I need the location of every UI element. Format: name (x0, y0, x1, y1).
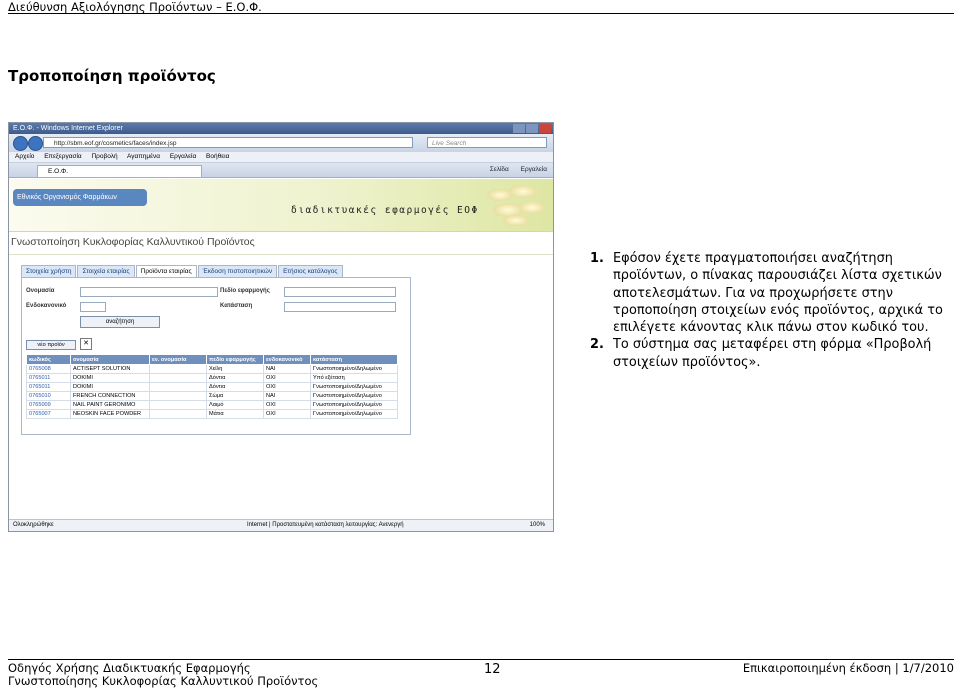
product-code-link: 0765010 (27, 392, 71, 401)
endocrine-label: Ενδοκανονικό (26, 303, 67, 309)
status-label: Κατάσταση (220, 303, 253, 309)
excel-icon: ✕ (80, 338, 92, 350)
cell-name: NAIL PAINT GERONIMO (71, 401, 150, 410)
step-number: 1. (590, 251, 604, 266)
menu-view: Προβολή (91, 153, 118, 160)
menu-favorites: Αγαπημένα (127, 153, 161, 160)
browser-statusbar (9, 519, 553, 531)
browser-menu (9, 152, 553, 163)
banner-org: Εθνικός Οργανισμός Φαρμάκων (13, 189, 147, 206)
cell-name: ACTISEPT SOLUTION (71, 365, 150, 374)
cell-status: Γνωστοποιημένο/Δηλωμένο (311, 410, 398, 419)
browser-titlebar (9, 123, 553, 134)
app-tabs (21, 265, 344, 277)
col-code: κωδικός (27, 355, 71, 365)
menu-help: Βοήθεια (206, 153, 230, 160)
col-application: πεδίο εφαρμογής (207, 355, 264, 365)
page-number: 12 (484, 662, 501, 677)
address-field: http://sbm.eof.gr/cosmetics/faces/index.jsp (43, 137, 413, 148)
table-row (27, 365, 398, 374)
tools-menu: Εργαλεία (520, 166, 547, 173)
header-rule (8, 13, 954, 14)
cell-status: Γνωστοποιημένο/Δηλωμένο (311, 401, 398, 410)
step-text: Το σύστημα σας μεταφέρει στη φόρμα «Προβολή στοιχείων προϊόντος». (613, 337, 932, 370)
live-search-field: Live Search (427, 137, 547, 148)
footer-guide-subtitle: Γνωστοποίησης Κυκλοφορίας Καλλυντικού Προϊόντος (8, 674, 319, 688)
cell-other-name (150, 383, 207, 392)
cell-endocrine: ΟΧΙ (264, 383, 311, 392)
running-header: Διεύθυνση Αξιολόγησης Προϊόντων – Ε.Ο.Φ. (8, 0, 262, 14)
maximize-icon (526, 124, 538, 133)
cell-endocrine: ΝΑΙ (264, 365, 311, 374)
footer-rule (8, 659, 954, 660)
col-status: κατάσταση (311, 355, 398, 365)
menu-tools: Εργαλεία (169, 153, 197, 160)
table-row (27, 374, 398, 383)
tab-certificates: Έκδοση πιστοποιητικών (198, 265, 277, 277)
product-code-link: 0765009 (27, 401, 71, 410)
cell-name: NEOSKIN FACE POWDER (71, 410, 150, 419)
browser-tabbar (9, 163, 553, 178)
cell-application: Δόντια (207, 374, 264, 383)
cell-application: Χείλη (207, 365, 264, 374)
table-row (27, 401, 398, 410)
eof-banner (9, 179, 553, 232)
table-row (27, 410, 398, 419)
footer-guide-title: Οδηγός Χρήσης Διαδικτυακής Εφαρμογής (8, 661, 251, 675)
zoom-level: 100% (529, 522, 545, 528)
section-title: Τροποποίηση προϊόντος (8, 67, 216, 85)
instruction-steps (590, 250, 950, 371)
cell-application: Δόντια (207, 383, 264, 392)
cell-name: DOKIMI (71, 383, 150, 392)
footer-version: Επικαιροποιημένη έκδοση | 1/7/2010 (742, 661, 954, 675)
col-other-name: εν. ονομασία (150, 355, 207, 365)
status-text: Ολοκληρώθηκε (13, 522, 54, 528)
col-name: ονομασία (71, 355, 150, 365)
browser-toolbar (480, 165, 547, 175)
menu-edit: Επεξεργασία (44, 153, 82, 160)
field-select (284, 287, 396, 297)
status-select (284, 302, 396, 312)
cell-endocrine: ΟΧΙ (264, 374, 311, 383)
banner-subtitle: διαδικτυακές εφαρμογές ΕΟΦ (291, 205, 479, 216)
page-menu: Σελίδα (489, 166, 509, 173)
window-controls (513, 124, 551, 133)
browser-title: Ε.Ο.Φ. - Windows Internet Explorer (13, 125, 123, 132)
cell-other-name (150, 365, 207, 374)
col-endocrine: ενδοκανονικό (264, 355, 311, 365)
step-item (590, 250, 950, 336)
close-icon (539, 124, 551, 133)
cell-endocrine: ΟΧΙ (264, 410, 311, 419)
endocrine-select (80, 302, 106, 312)
forward-icon (28, 136, 43, 151)
product-code-link: 0765008 (27, 365, 71, 374)
status-zone: Internet | Προστατευμένη κατάσταση λειτουργίας: Ανενεργή (247, 522, 404, 528)
cell-other-name (150, 401, 207, 410)
new-product-button: νέο προϊόν (26, 340, 76, 350)
table-row (27, 383, 398, 392)
back-icon (13, 136, 28, 151)
cell-endocrine: ΝΑΙ (264, 392, 311, 401)
cell-application: Λαιμό (207, 401, 264, 410)
cell-other-name (150, 392, 207, 401)
address-bar-row (9, 134, 553, 152)
app-title: Γνωστοποίηση Κυκλοφορίας Καλλυντικού Προϊόντος (11, 236, 255, 248)
table-row (27, 392, 398, 401)
menu-file: Αρχείο (15, 153, 35, 160)
table-header-row (27, 355, 398, 365)
minimize-icon (513, 124, 525, 133)
cell-other-name (150, 374, 207, 383)
search-button: αναζήτηση (80, 316, 160, 328)
pills-image (483, 183, 547, 227)
name-input (80, 287, 218, 297)
step-text: Εφόσον έχετε πραγματοποιήσει αναζήτηση προϊόντων, ο πίνακας παρουσιάζει λίστα σχετικών αποτελεσμάτων. Για να προχωρήσετε στην τροποποίηση στοιχείων ενός προϊόντος, αρχικά το επιλέγετε κάνοντας κλικ πάνω στον κωδικό του. (613, 251, 943, 336)
cell-status: Υπό εξέταση (311, 374, 398, 383)
cell-other-name (150, 410, 207, 419)
cell-endocrine: ΟΧΙ (264, 401, 311, 410)
cell-status: Γνωστοποιημένο/Δηλωμένο (311, 383, 398, 392)
product-code-link: 0765011 (27, 383, 71, 392)
tab-user-info: Στοιχεία χρήστη (21, 265, 76, 277)
browser-screenshot (8, 122, 554, 532)
step-number: 2. (590, 337, 604, 353)
browser-tab: Ε.Ο.Φ. (37, 165, 202, 177)
name-label: Ονομασία (26, 288, 55, 294)
products-table (26, 354, 398, 419)
cell-application: Σώμα (207, 392, 264, 401)
cell-name: DOKIMI (71, 374, 150, 383)
cell-status: Γνωστοποιημένο/Δηλωμένο (311, 392, 398, 401)
tab-company-products: Προϊόντα εταιρίας (136, 265, 197, 277)
product-search-form (21, 277, 411, 435)
tab-company-info: Στοιχεία εταιρίας (77, 265, 134, 277)
step-item (590, 336, 950, 371)
product-code-link: 0765011 (27, 374, 71, 383)
cell-application: Μάτια (207, 410, 264, 419)
cell-status: Γνωστοποιημένο/Δηλωμένο (311, 365, 398, 374)
field-label: Πεδίο εφαρμογής (220, 288, 270, 294)
product-code-link: 0765007 (27, 410, 71, 419)
tab-annual-catalog: Ετήσιος κατάλογος (278, 265, 342, 277)
app-separator (9, 254, 553, 255)
cell-name: FRENCH CONNECTION (71, 392, 150, 401)
